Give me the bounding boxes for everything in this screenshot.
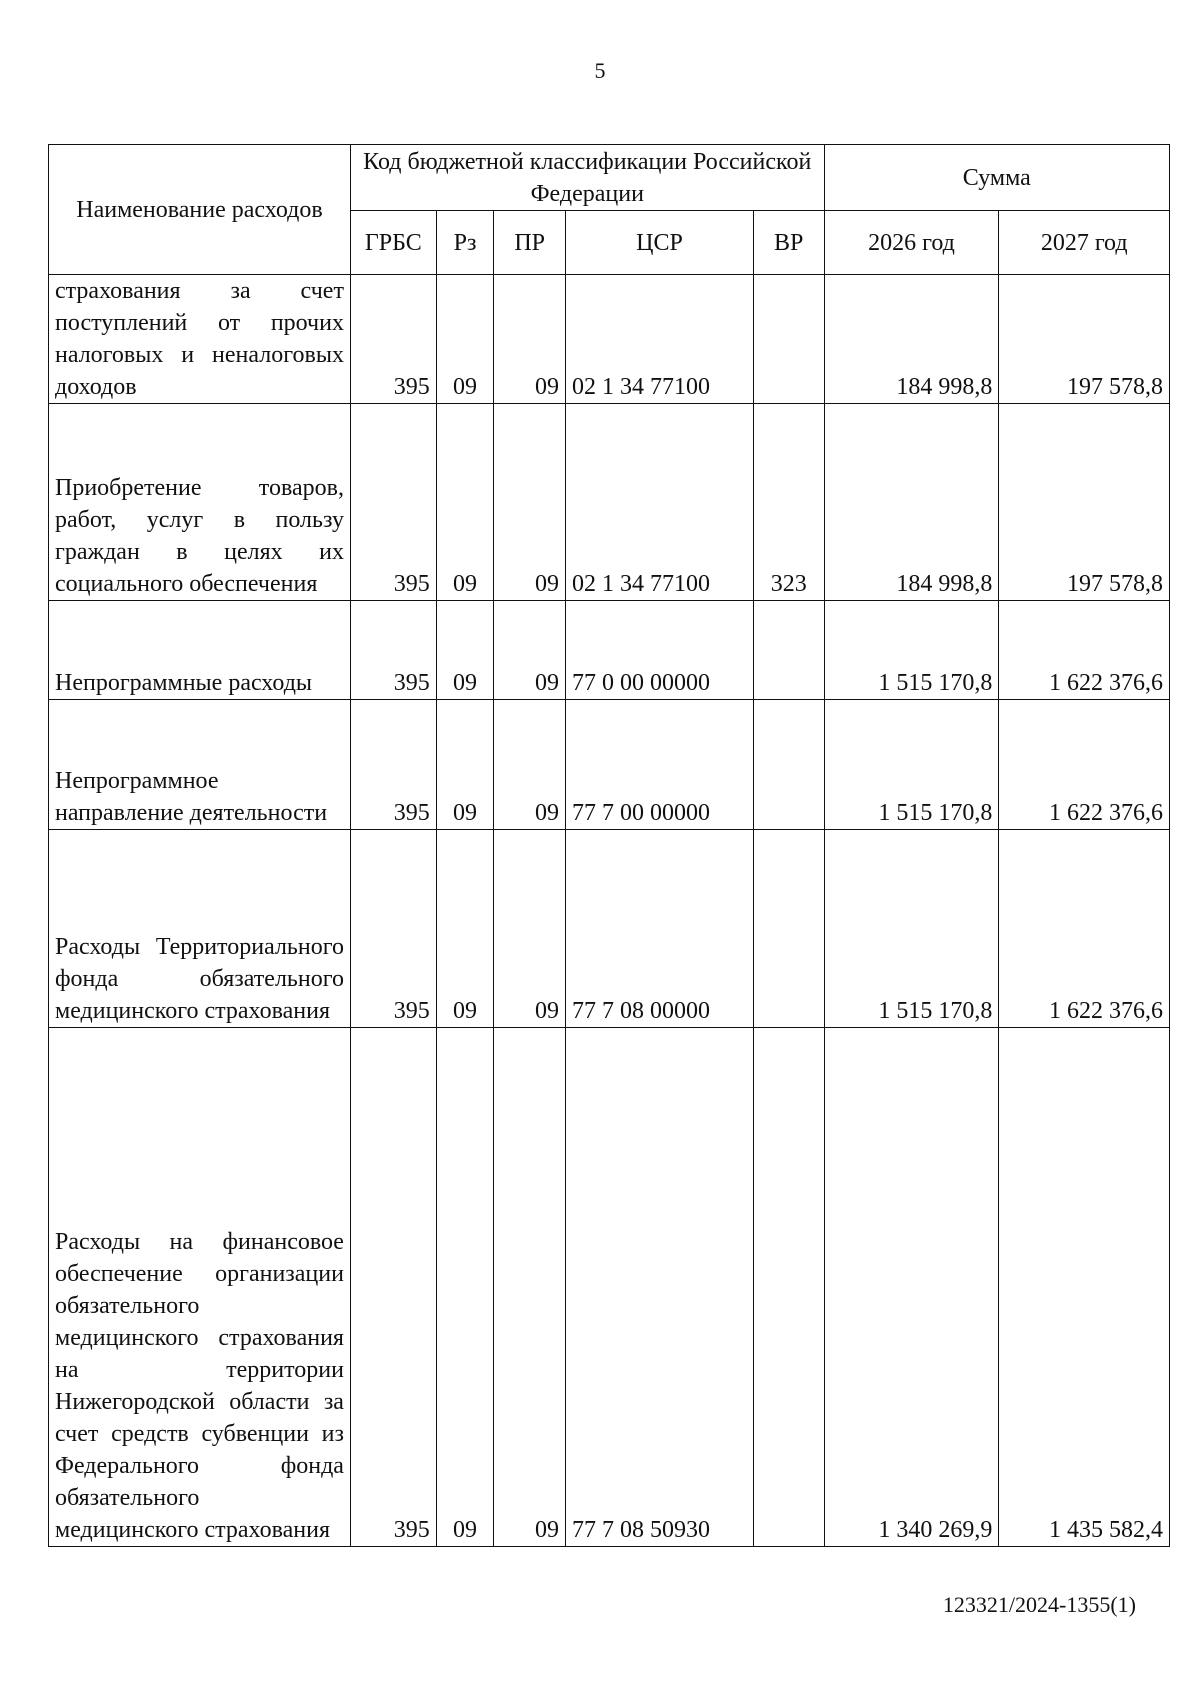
row-grbs: 395 bbox=[350, 404, 436, 601]
row-csr: 77 7 08 50930 bbox=[566, 1028, 754, 1547]
row-grbs: 395 bbox=[350, 601, 436, 700]
row-name: Расходы на финансовое обеспечение организации обязательного медицинского страхования на территории Нижегородской области за счет средств субвенции из Федерального фонда обязательного медицинского страхования bbox=[49, 1028, 351, 1547]
row-sum-2026: 1 515 170,8 bbox=[824, 830, 999, 1028]
row-rz: 09 bbox=[436, 404, 494, 601]
table-row bbox=[49, 404, 1170, 601]
row-vr bbox=[753, 1028, 824, 1547]
header-csr: ЦСР bbox=[566, 211, 754, 275]
row-csr: 02 1 34 77100 bbox=[566, 275, 754, 404]
row-name: Расходы Территориального фонда обязательного медицинского страхования bbox=[49, 830, 351, 1028]
row-grbs: 395 bbox=[350, 275, 436, 404]
row-sum-2027: 1 622 376,6 bbox=[999, 601, 1170, 700]
budget-table bbox=[48, 144, 1170, 1547]
row-sum-2026: 184 998,8 bbox=[824, 275, 999, 404]
row-sum-2026: 1 515 170,8 bbox=[824, 601, 999, 700]
table-row bbox=[49, 700, 1170, 830]
row-vr: 323 bbox=[753, 404, 824, 601]
row-rz: 09 bbox=[436, 275, 494, 404]
row-sum-2027: 197 578,8 bbox=[999, 404, 1170, 601]
row-grbs: 395 bbox=[350, 830, 436, 1028]
row-vr bbox=[753, 275, 824, 404]
row-sum-2027: 1 622 376,6 bbox=[999, 830, 1170, 1028]
header-rz: Рз bbox=[436, 211, 494, 275]
row-pr: 09 bbox=[494, 700, 566, 830]
row-pr: 09 bbox=[494, 1028, 566, 1547]
row-rz: 09 bbox=[436, 700, 494, 830]
row-vr bbox=[753, 700, 824, 830]
row-sum-2026: 1 515 170,8 bbox=[824, 700, 999, 830]
row-name: Непрограммное направление деятельности bbox=[49, 700, 351, 830]
row-sum-2027: 1 435 582,4 bbox=[999, 1028, 1170, 1547]
row-name: страхования за счет поступлений от прочих налоговых и неналоговых доходов bbox=[49, 275, 351, 404]
header-kbk: Код бюджетной классификации Российской Федерации bbox=[350, 145, 824, 211]
header-grbs: ГРБС bbox=[350, 211, 436, 275]
row-vr bbox=[753, 601, 824, 700]
row-sum-2027: 1 622 376,6 bbox=[999, 700, 1170, 830]
row-sum-2026: 1 340 269,9 bbox=[824, 1028, 999, 1547]
header-vr: ВР bbox=[753, 211, 824, 275]
table-row bbox=[49, 830, 1170, 1028]
row-name: Приобретение товаров, работ, услуг в пользу граждан в целях их социального обеспечения bbox=[49, 404, 351, 601]
row-sum-2026: 184 998,8 bbox=[824, 404, 999, 601]
row-rz: 09 bbox=[436, 830, 494, 1028]
row-name: Непрограммные расходы bbox=[49, 601, 351, 700]
row-pr: 09 bbox=[494, 404, 566, 601]
row-csr: 77 7 08 00000 bbox=[566, 830, 754, 1028]
header-name: Наименование расходов bbox=[49, 145, 351, 275]
row-vr bbox=[753, 830, 824, 1028]
page-number: 5 bbox=[594, 58, 606, 83]
row-grbs: 395 bbox=[350, 700, 436, 830]
row-csr: 02 1 34 77100 bbox=[566, 404, 754, 601]
header-2027: 2027 год bbox=[999, 211, 1170, 275]
row-csr: 77 0 00 00000 bbox=[566, 601, 754, 700]
row-rz: 09 bbox=[436, 1028, 494, 1547]
row-rz: 09 bbox=[436, 601, 494, 700]
row-pr: 09 bbox=[494, 830, 566, 1028]
table-row bbox=[49, 275, 1170, 404]
table-row bbox=[49, 1028, 1170, 1547]
header-pr: ПР bbox=[494, 211, 566, 275]
row-pr: 09 bbox=[494, 601, 566, 700]
document-number: 123321/2024-1355(1) bbox=[942, 1592, 1136, 1617]
row-sum-2027: 197 578,8 bbox=[999, 275, 1170, 404]
row-pr: 09 bbox=[494, 275, 566, 404]
table-row bbox=[49, 601, 1170, 700]
row-grbs: 395 bbox=[350, 1028, 436, 1547]
header-2026: 2026 год bbox=[824, 211, 999, 275]
row-csr: 77 7 00 00000 bbox=[566, 700, 754, 830]
header-sum: Сумма bbox=[824, 145, 1169, 211]
